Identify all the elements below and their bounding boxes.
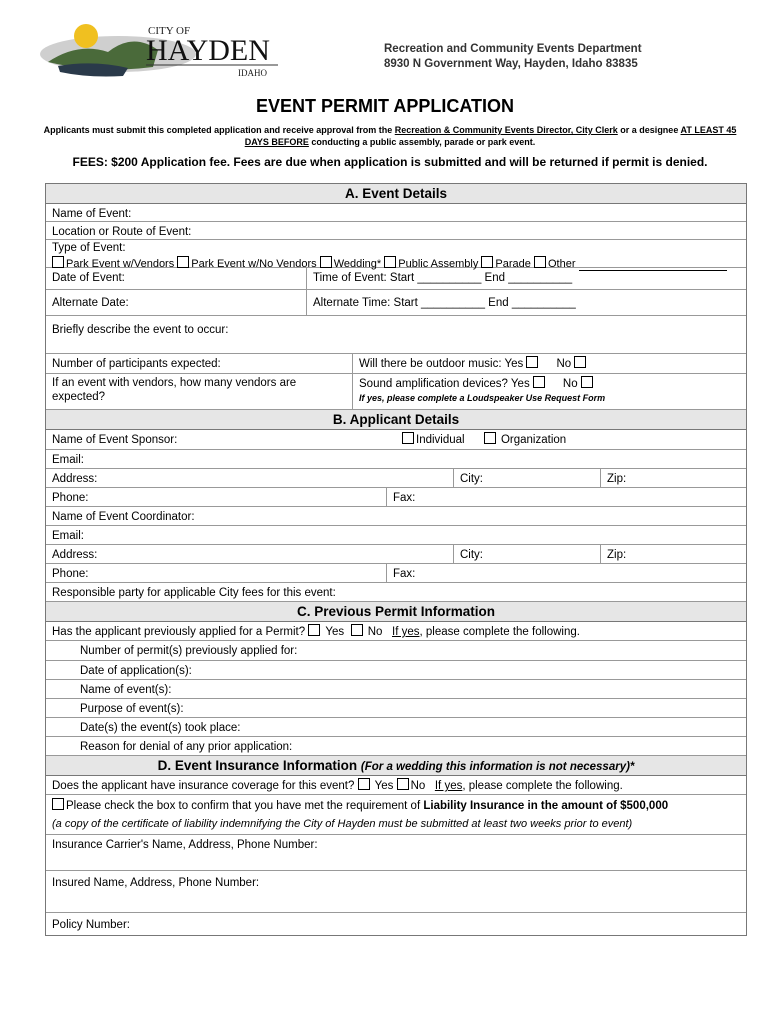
event-date-field[interactable]: Date of Event:	[52, 272, 125, 284]
section-a-header: A. Event Details	[46, 184, 746, 204]
event-name-field[interactable]: Name of Event:	[52, 208, 132, 220]
coordinator-phone-field[interactable]: Phone:	[52, 568, 89, 580]
checkbox-icon[interactable]	[320, 256, 332, 268]
insurance-question: Does the applicant have insurance coverage for this event? Yes No If yes, please complete the following.	[52, 780, 623, 792]
sponsor-phone-field[interactable]: Phone:	[52, 492, 89, 504]
section-b-header: B. Applicant Details	[46, 410, 746, 430]
previous-permit-question: Has the applicant previously applied for a Permit? Yes No If yes, please complete the following.	[52, 626, 580, 638]
type-parade-option[interactable]: Parade	[481, 258, 530, 270]
responsible-party-field[interactable]: Responsible party for applicable City fees for this event:	[52, 587, 336, 599]
fees-notice: FEES: $200 Application fee. Fees are due when application is submitted and will be returned if permit is denied.	[72, 155, 708, 169]
logo-idaho: IDAHO	[238, 68, 267, 78]
checkbox-icon[interactable]	[52, 256, 64, 268]
sound-devices-question: Sound amplification devices? Yes No If yes, please complete a Loudspeaker Use Request Form	[352, 374, 746, 409]
event-description-field[interactable]: Briefly describe the event to occur:	[52, 324, 229, 336]
music-yes-checkbox[interactable]	[526, 356, 538, 368]
sponsor-zip-field[interactable]: Zip:	[600, 469, 746, 487]
alternate-time-field[interactable]: Alternate Time: Start __________ End __________	[306, 290, 746, 315]
type-wedding-option[interactable]: Wedding*	[320, 258, 382, 270]
type-novendors-option[interactable]: Park Event w/No Vendors	[177, 258, 316, 270]
previous-dates-field[interactable]: Date(s) the event(s) took place:	[80, 722, 241, 734]
previous-event-name-field[interactable]: Name of event(s):	[80, 684, 172, 696]
event-location-field[interactable]: Location or Route of Event:	[52, 226, 192, 238]
intro-text: Applicants must submit this completed application and receive approval from the Recreation & Community Events Director, City Clerk or a designee AT LEAST 45 DAYS BEFORE conducting a public assembly, parade or park event.	[43, 125, 737, 147]
checkbox-icon[interactable]	[534, 256, 546, 268]
coordinator-city-field[interactable]: City:	[453, 545, 600, 563]
certificate-note: (a copy of the certificate of liability indemnifying the City of Hayden must be submitted at least two weeks prior to event)	[52, 818, 633, 830]
hayden-logo-graphic	[38, 22, 328, 80]
liability-confirmation: Please check the box to confirm that you have met the requirement of Liability Insurance in the amount of $500,000	[46, 795, 746, 816]
city-logo	[38, 22, 328, 80]
logo-hayden: HAYDEN	[146, 34, 270, 67]
type-other-option[interactable]: Other	[534, 258, 727, 270]
previous-no-checkbox[interactable]	[351, 624, 363, 636]
permit-form	[45, 183, 747, 936]
event-type-label: Type of Event:	[52, 242, 126, 254]
section-c-header: C. Previous Permit Information	[46, 602, 746, 622]
event-time-field[interactable]: Time of Event: Start __________ End __________	[306, 268, 746, 289]
section-d-header: D. Event Insurance Information (For a wedding this information is not necessary)*	[46, 756, 746, 776]
alternate-date-field[interactable]: Alternate Date:	[52, 297, 129, 309]
insurance-no-checkbox[interactable]	[397, 778, 409, 790]
application-date-field[interactable]: Date of application(s):	[80, 665, 192, 677]
individual-checkbox[interactable]	[402, 432, 414, 444]
participants-field[interactable]: Number of participants expected:	[52, 358, 221, 370]
sponsor-fax-field[interactable]: Fax:	[386, 488, 746, 506]
checkbox-icon[interactable]	[384, 256, 396, 268]
sponsor-email-field[interactable]: Email:	[52, 454, 84, 466]
coordinator-email-field[interactable]: Email:	[52, 530, 84, 542]
policy-number-field[interactable]: Policy Number:	[52, 919, 130, 931]
type-assembly-option[interactable]: Public Assembly	[384, 258, 478, 270]
liability-checkbox[interactable]	[52, 798, 64, 810]
department-name: Recreation and Community Events Department	[384, 43, 642, 55]
vendors-count-field[interactable]: If an event with vendors, how many vendors are expected?	[52, 377, 297, 403]
insurance-carrier-field[interactable]: Insurance Carrier's Name, Address, Phone Number:	[52, 839, 318, 851]
form-title: EVENT PERMIT APPLICATION	[255, 96, 514, 116]
sponsor-type-options: Individual Organization	[396, 430, 746, 449]
previous-purpose-field[interactable]: Purpose of event(s):	[80, 703, 184, 715]
checkbox-icon[interactable]	[177, 256, 189, 268]
insurance-yes-checkbox[interactable]	[358, 778, 370, 790]
logo-city-of: CITY OF	[148, 25, 191, 37]
previous-count-field[interactable]: Number of permit(s) previously applied for:	[80, 645, 298, 657]
coordinator-zip-field[interactable]: Zip:	[600, 545, 746, 563]
department-info	[384, 42, 642, 72]
insured-name-field[interactable]: Insured Name, Address, Phone Number:	[52, 877, 260, 889]
music-no-checkbox[interactable]	[574, 356, 586, 368]
coordinator-name-field[interactable]: Name of Event Coordinator:	[52, 511, 195, 523]
type-vendors-option[interactable]: Park Event w/Vendors	[52, 258, 174, 270]
checkbox-icon[interactable]	[481, 256, 493, 268]
wedding-note: (For a wedding this information is not necessary)*	[360, 761, 635, 773]
previous-yes-checkbox[interactable]	[308, 624, 320, 636]
sponsor-city-field[interactable]: City:	[453, 469, 600, 487]
department-address: 8930 N Government Way, Hayden, Idaho 83835	[384, 58, 638, 70]
coordinator-fax-field[interactable]: Fax:	[386, 564, 746, 582]
sponsor-name-field[interactable]: Name of Event Sponsor:	[52, 434, 178, 446]
sound-no-checkbox[interactable]	[581, 376, 593, 388]
sound-yes-checkbox[interactable]	[533, 376, 545, 388]
organization-checkbox[interactable]	[484, 432, 496, 444]
denial-reason-field[interactable]: Reason for denial of any prior application:	[80, 741, 293, 753]
sponsor-address-field[interactable]: Address:	[52, 473, 98, 485]
outdoor-music-question: Will there be outdoor music: Yes No	[352, 354, 746, 373]
coordinator-address-field[interactable]: Address:	[52, 549, 98, 561]
loudspeaker-note: If yes, please complete a Loudspeaker Use Request Form	[359, 393, 606, 403]
